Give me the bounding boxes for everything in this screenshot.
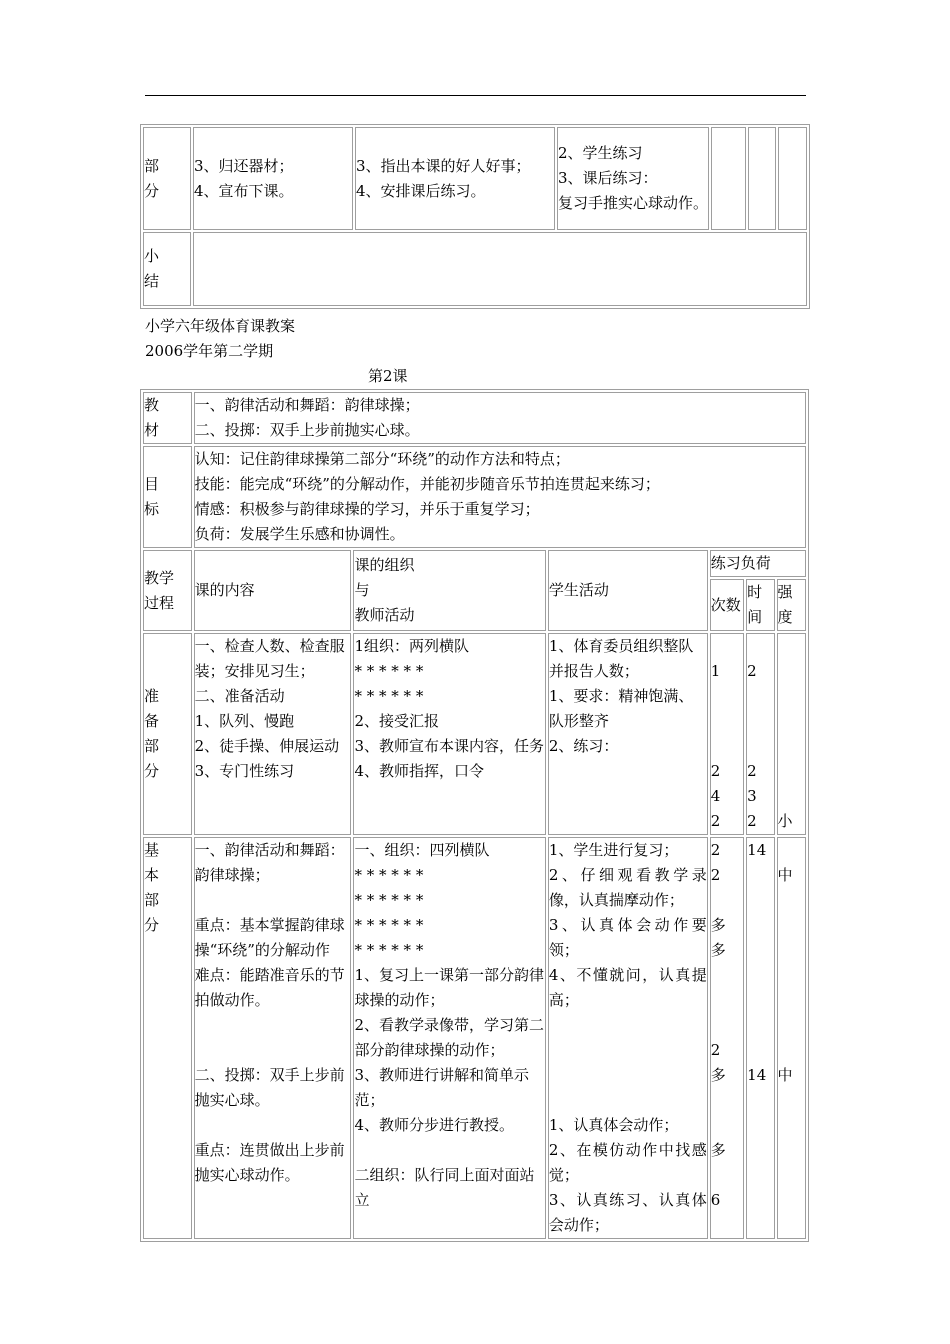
content-cell: 3、归还器材； 4、宣布下课。 (193, 127, 353, 230)
basic-student: 1、学生进行复习； 2、仔细观看教学录像，认真揣摩动作； 3、认真体会动作要领； 4、不懂就问，认真提高； 1、认真体会动作； 2、在模仿动作中找感觉； 3、认真练习、认真体会动作； (548, 837, 708, 1239)
basic-time: 14 14 (746, 837, 774, 1239)
basic-org: 一、组织：四列横队 * * * * * * * * * * * * * * * * * * * * * * * * 1、复习上一课第一部分韵律球操的动作； 2、看教学录像带，学习第二部分韵律球操的动作； 3、教师进行讲解和简单示范； 4、教师分步进行教授。 二组织：队行同上面对面站立 (353, 837, 545, 1239)
basic-intensity: 中 中 (777, 837, 807, 1239)
materials-cell: 一、韵律活动和舞蹈：韵律球操； 二、投掷：双手上步前抛实心球。 (194, 392, 806, 444)
teacher-activity-cell: 3、指出本课的好人好事； 4、安排课后练习。 (355, 127, 555, 230)
time-header: 时 间 (746, 579, 774, 631)
prep-intensity: 小 (777, 633, 807, 835)
summary-cell (193, 232, 807, 306)
prep-content: 一、检查人数、检查服装；安排见习生； 二、准备活动 1、队列、慢跑 2、徒手操、伸展运动 3、专门性练习 (194, 633, 352, 835)
basic-label: 基 本 部 分 (143, 837, 192, 1239)
process-header: 教学 过程 (143, 550, 192, 631)
doc-title: 小学六年级体育课教案 (145, 317, 296, 335)
content-header: 课的内容 (194, 550, 352, 631)
part-label: 部 分 (143, 127, 191, 230)
previous-lesson-table (140, 124, 810, 309)
student-activity-cell: 2、学生练习 3、课后练习： 复习手推实心球动作。 (557, 127, 709, 230)
basic-content: 一、韵律活动和舞蹈：韵律球操； 重点：基本掌握韵律球操“环绕”的分解动作 难点：能踏准音乐的节拍做动作。 二、投掷：双手上步前抛实心球。 重点：连贯做出上步前抛实心球动作。 (194, 837, 352, 1239)
org-header: 课的组织 与 教师活动 (353, 550, 545, 631)
header-rule (145, 95, 806, 96)
prep-org: 1组织：两列横队 * * * * * * * * * * * * 2、接受汇报 3、教师宣布本课内容，任务 4、教师指挥，口令 (353, 633, 545, 835)
basic-count: 2 2 多 多 2 多 多 6 (710, 837, 744, 1239)
prep-time: 2 2 3 2 (746, 633, 774, 835)
prep-student: 1、体育委员组织整队并报告人数； 1、要求：精神饱满、队形整齐 2、练习： (548, 633, 708, 835)
intensity-cell (778, 127, 807, 230)
materials-label: 教 材 (143, 392, 192, 444)
student-header: 学生活动 (548, 550, 708, 631)
load-header: 练习负荷 (710, 550, 806, 577)
lesson-number: 第2课 (368, 367, 408, 385)
goals-label: 目 标 (143, 446, 192, 548)
lesson-plan-table (140, 389, 809, 1242)
count-header: 次数 (710, 579, 744, 631)
goals-cell: 认知：记住韵律球操第二部分“环绕”的动作方法和特点； 技能：能完成“环绕”的分解动作，并能初步随音乐节拍连贯起来练习； 情感：积极参与韵律球操的学习，并乐于重复学习； 负荷：发展学生乐感和协调性。 (194, 446, 806, 548)
time-cell (748, 127, 776, 230)
semester: 2006学年第二学期 (145, 342, 274, 360)
prep-count: 1 2 4 2 (710, 633, 744, 835)
intensity-header: 强 度 (777, 579, 807, 631)
summary-label: 小 结 (143, 232, 191, 306)
prep-label: 准 备 部 分 (143, 633, 192, 835)
count-cell (711, 127, 746, 230)
